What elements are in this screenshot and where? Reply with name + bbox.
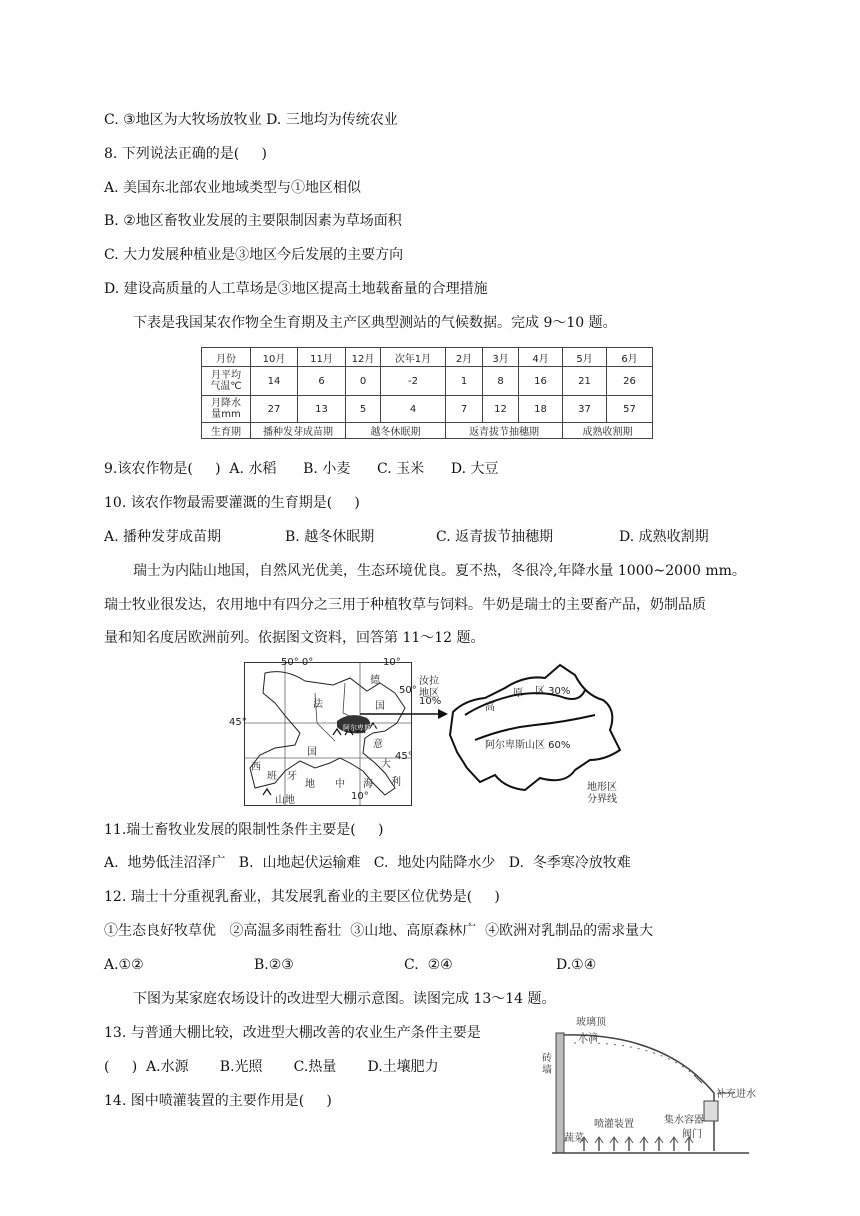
- table-temp-cell: 0: [346, 367, 381, 396]
- map-label-alps: 阿尔卑斯山: [343, 724, 378, 732]
- question-8: 8. 下列说法正确的是( ): [104, 146, 267, 162]
- q13-options: ( ) A.水源 B.光照 C.热量 D.土壤肥力: [104, 1059, 439, 1075]
- map-label-france-2: 国: [307, 747, 317, 758]
- map-label-lon-10-bottom: 10°: [351, 791, 369, 802]
- table-temp-cell: 6: [298, 367, 346, 396]
- q12-options: [104, 955, 644, 975]
- table-temp-cell: 21: [563, 367, 607, 396]
- map-label-lon-10: 10°: [383, 657, 401, 668]
- swiss-label-alps: 阿尔卑斯山区 60%: [485, 740, 571, 751]
- swiss-label-plateau-2: 原: [513, 688, 523, 699]
- q12-option-c: C. ②④: [404, 957, 453, 973]
- question-11: 11.瑞士畜牧业发展的限制性条件主要是( ): [104, 822, 384, 838]
- gh-label-brick-1: 砖: [542, 1053, 552, 1064]
- map-label-med-1: 地: [305, 779, 315, 790]
- gh-label-valve: 阀门: [682, 1129, 702, 1140]
- table-temp-cell: 14: [251, 367, 298, 396]
- table-stage-cell: 返青拔节抽穗期: [446, 423, 563, 439]
- question-13: 13. 与普通大棚比较，改进型大棚改善的农业生产条件主要是: [104, 1025, 481, 1041]
- map-label-spain-3: 牙: [287, 771, 297, 782]
- q12-option-b: B.②③: [254, 957, 294, 973]
- q12-statements: ①生态良好牧草优 ②高温多雨牲畜壮 ③山地、高原森林广 ④欧洲对乳制品的需求量大: [104, 923, 654, 939]
- map-label-lat-45-right: 45°: [395, 751, 413, 762]
- swiss-legend-border-2: 分界线: [587, 794, 617, 805]
- q8-option-c: C. 大力发展种植业是③地区今后发展的主要方向: [104, 247, 404, 263]
- q10-option-b: B. 越冬休眠期: [285, 529, 375, 545]
- table-month: 10月: [251, 348, 298, 367]
- table-precip-label: 月降水 量mm: [202, 396, 251, 423]
- table-precip-cell: 4: [381, 396, 446, 423]
- swiss-passage-3: 量和知名度居欧洲前列。依据图文资料，回答第 11～12 题。: [104, 630, 485, 646]
- gh-label-water-drop: 水滴: [578, 1033, 598, 1044]
- table-month: 次年1月: [381, 348, 446, 367]
- map-label-france-1: 法: [313, 699, 323, 710]
- swiss-label-jura-pct: 10%: [419, 696, 442, 707]
- table-precip-cell: 27: [251, 396, 298, 423]
- gh-label-glass-roof: 玻璃顶: [576, 1017, 606, 1028]
- table-temp-cell: 8: [483, 367, 519, 396]
- q8-option-a: A. 美国东北部农业地域类型与①地区相似: [104, 180, 362, 196]
- map-label-italy-1: 意: [373, 739, 383, 750]
- option-c-d-q7: C. ③地区为大牧场放牧业 D. 三地均为传统农业: [104, 112, 398, 128]
- table-stage-cell: 播种发芽成苗期: [251, 423, 346, 439]
- table-temp-cell: -2: [381, 367, 446, 396]
- swiss-label-jura-2: 地区: [419, 688, 439, 699]
- swiss-legend-border-1: 地形区: [587, 782, 617, 793]
- gh-label-sprinkler: 喷灌装置: [594, 1119, 634, 1130]
- intro-9-10: 下表是我国某农作物全生育期及主产区典型测站的气候数据。完成 9～10 题。: [133, 315, 617, 331]
- map-label-germany-1: 德: [370, 675, 380, 686]
- table-month: 2月: [446, 348, 483, 367]
- europe-map-drawing: [245, 663, 411, 805]
- q10-option-a: A. 播种发芽成苗期: [104, 529, 222, 545]
- map-label-lon-50-0: 50° 0°: [281, 657, 314, 668]
- table-precip-cell: 18: [519, 396, 563, 423]
- table-header-label: 月份: [202, 348, 251, 367]
- gh-label-collector: 集水容器: [664, 1115, 704, 1126]
- q8-option-b: B. ②地区畜牧业发展的主要限制因素为草场面积: [104, 213, 402, 229]
- q12-option-d: D.①④: [556, 957, 597, 973]
- map-legend-mountain: 山地: [275, 795, 295, 806]
- swiss-label-plateau-3: 区 30%: [535, 686, 571, 697]
- table-temp-label: 月平均 气温℃: [202, 367, 251, 396]
- table-precip-cell: 5: [346, 396, 381, 423]
- q10-option-c: C. 返青拔节抽穗期: [436, 529, 554, 545]
- table-stage-cell: 成熟收割期: [563, 423, 653, 439]
- swiss-passage-1: 瑞士为内陆山地国，自然风光优美，生态环境优良。夏不热，冬很冷,年降水量 1000~2000 mm。: [133, 563, 746, 579]
- q8-option-d: D. 建设高质量的人工草场是③地区提高土地载畜量的合理措施: [104, 281, 488, 297]
- map-label-lat-45-left: 45°: [229, 717, 247, 728]
- table-temp-cell: 1: [446, 367, 483, 396]
- table-precip-cell: 12: [483, 396, 519, 423]
- map-label-med-2: 中: [335, 779, 345, 790]
- q10-option-d: D. 成熟收割期: [619, 529, 709, 545]
- map-arrow-icon: [360, 708, 450, 720]
- table-precip-cell: 13: [298, 396, 346, 423]
- table-temp-cell: 16: [519, 367, 563, 396]
- table-temp-cell: 26: [607, 367, 653, 396]
- map-label-spain-2: 班: [267, 771, 277, 782]
- map-label-italy-2: 大: [381, 759, 391, 770]
- gh-label-brick-2: 墙: [542, 1065, 552, 1076]
- map-label-lat-50: 50°: [399, 685, 417, 696]
- q11-options: A. 地势低洼沼泽广 B. 山地起伏运输难 C. 地处内陆降水少 D. 冬季寒冷放牧难: [104, 855, 631, 871]
- swiss-passage-2: 瑞士牧业很发达，农用地中有四分之三用于种植牧草与饲料。牛奶是瑞士的主要畜产品，奶制品质: [104, 597, 706, 613]
- table-month: 5月: [563, 348, 607, 367]
- table-stage-cell: 越冬休眠期: [346, 423, 446, 439]
- table-month: 4月: [519, 348, 563, 367]
- table-month: 11月: [298, 348, 346, 367]
- greenhouse-diagram: [544, 1013, 764, 1161]
- europe-map: [229, 657, 417, 806]
- question-14: 14. 图中喷灌装置的主要作用是( ): [104, 1093, 332, 1109]
- table-month: 3月: [483, 348, 519, 367]
- swiss-label-plateau-1: 高: [485, 702, 495, 713]
- table-precip-cell: 7: [446, 396, 483, 423]
- question-9: 9.该农作物是( ) A. 水稻 B. 小麦 C. 玉米 D. 大豆: [104, 461, 499, 477]
- map-label-spain-1: 西: [251, 762, 261, 773]
- map-label-germany-2: 国: [375, 701, 385, 712]
- question-12: 12. 瑞士十分重视乳畜业，其发展乳畜业的主要区位优势是( ): [104, 889, 500, 905]
- switzerland-map: [419, 660, 625, 805]
- q12-option-a: A.①②: [104, 957, 144, 973]
- climate-table: [201, 347, 653, 439]
- table-month: 6月: [607, 348, 653, 367]
- gh-label-vegetable: 蔬菜: [564, 1133, 584, 1144]
- intro-13-14: 下图为某家庭农场设计的改进型大棚示意图。读图完成 13～14 题。: [133, 991, 556, 1007]
- question-10: 10. 该农作物最需要灌溉的生育期是( ): [104, 495, 360, 511]
- table-precip-cell: 37: [563, 396, 607, 423]
- q10-options: [104, 527, 744, 547]
- table-stage-label: 生育期: [202, 423, 251, 439]
- table-month: 12月: [346, 348, 381, 367]
- gh-label-refill: 补充进水: [716, 1089, 756, 1100]
- table-precip-cell: 57: [607, 396, 653, 423]
- map-label-italy-3: 利: [391, 777, 401, 788]
- swiss-label-jura-1: 汝拉: [419, 676, 439, 687]
- map-label-med-3: 海: [363, 779, 373, 790]
